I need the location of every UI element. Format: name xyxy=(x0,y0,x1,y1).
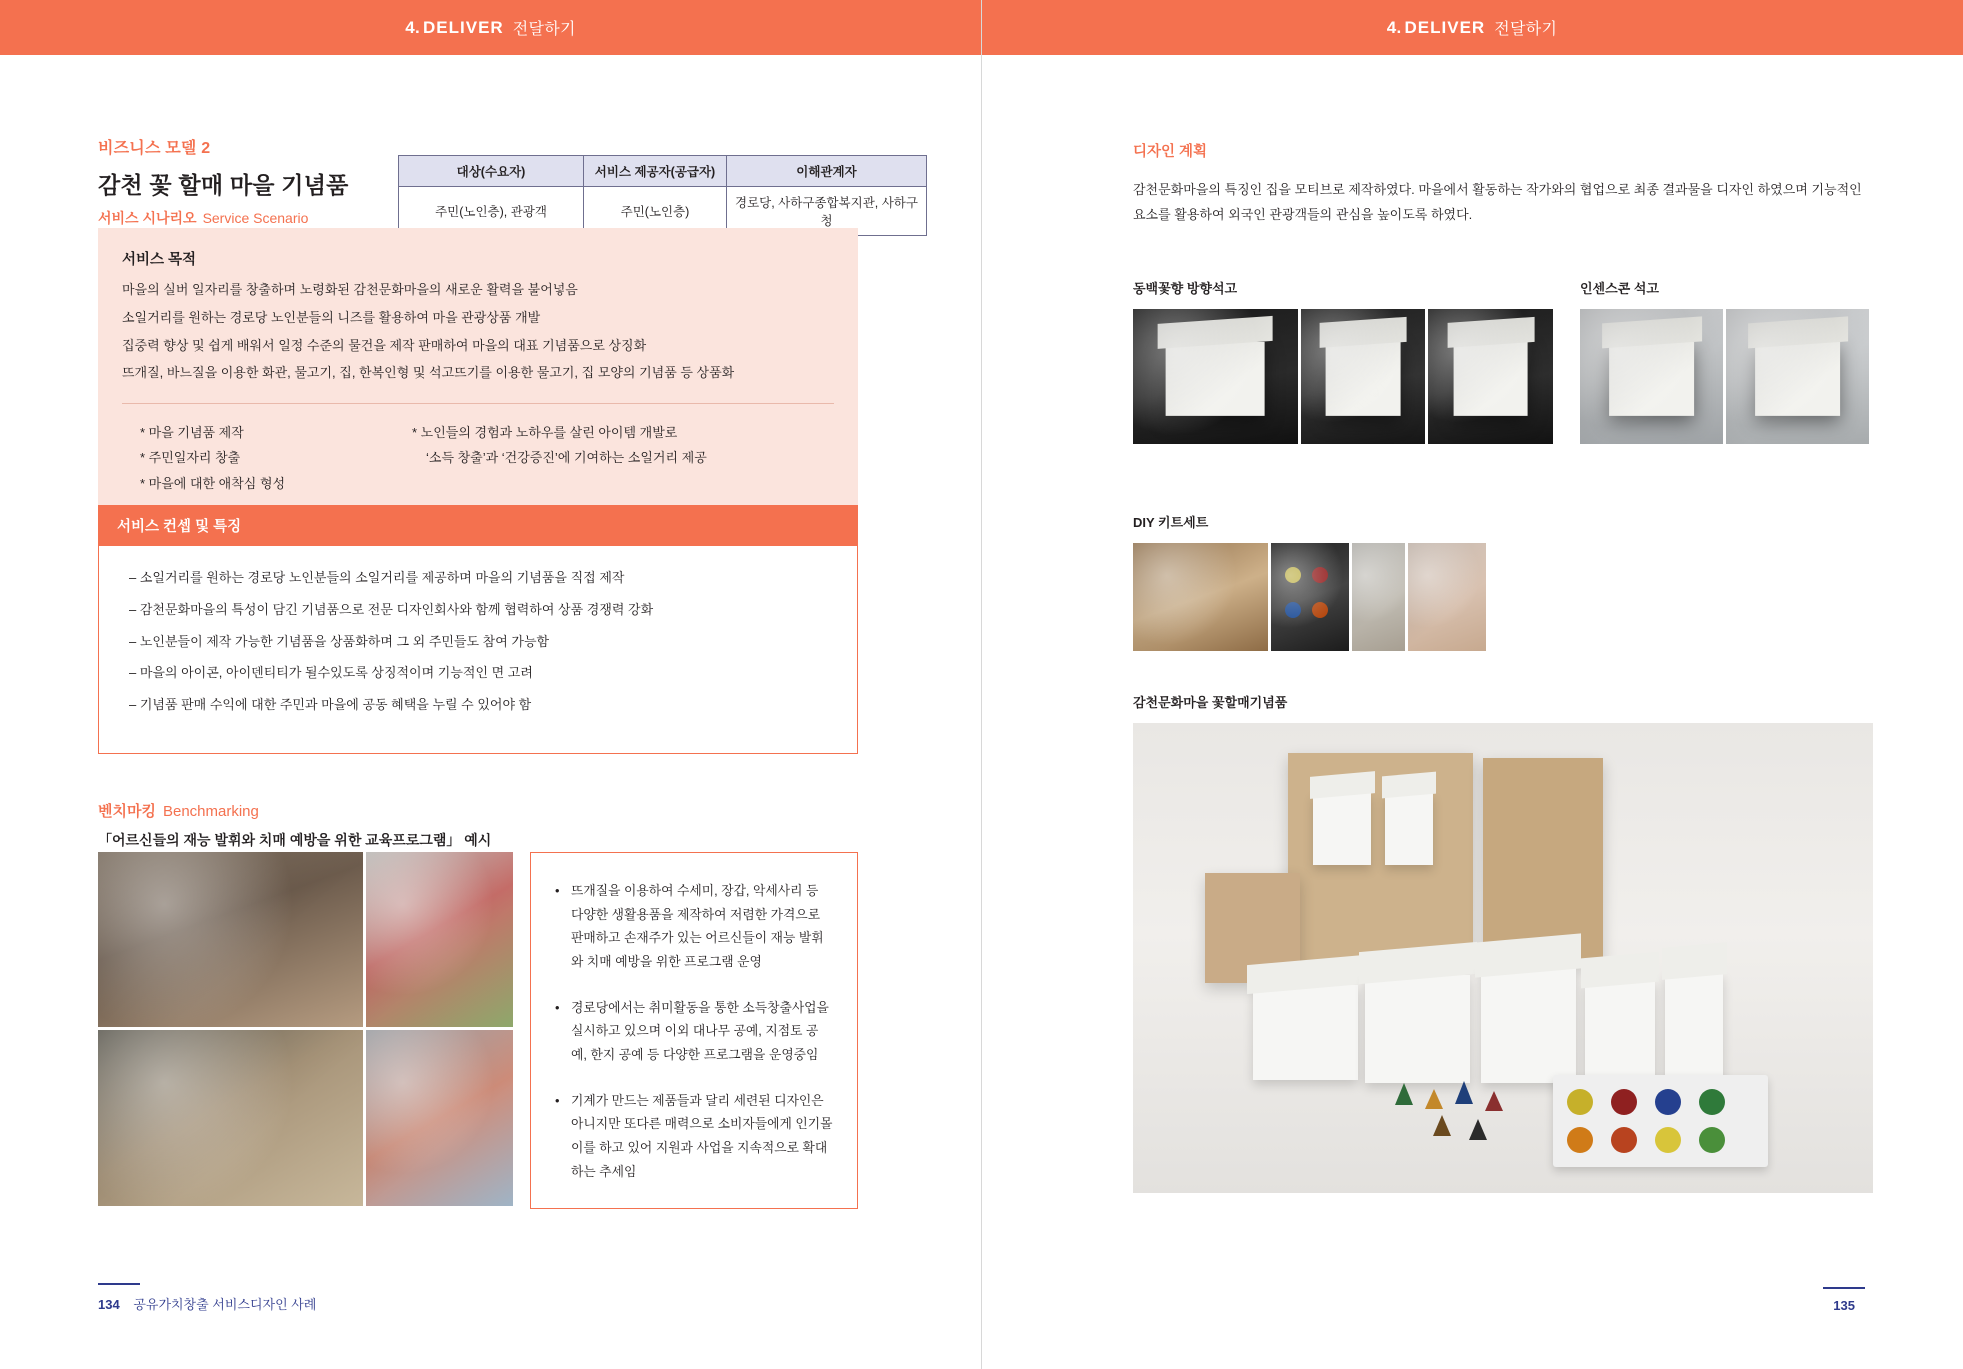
incense-cone xyxy=(1395,1083,1413,1105)
diffuser-group xyxy=(1133,278,1553,444)
folio-text: 공유가치창출 서비스디자인 사례 xyxy=(133,1297,317,1312)
benchmarking-subtitle: 「어르신들의 재능 발휘와 치매 예방을 위한 교육프로그램」 예시 xyxy=(98,832,492,848)
plaster-house-display xyxy=(1481,968,1576,1083)
design-plan-heading: 디자인 계획 xyxy=(1133,144,1208,160)
concept-item: – 마을의 아이콘, 아이덴티티가 될수있도록 상징적이며 기능적인 면 고려 xyxy=(129,665,533,681)
plaster-house-display xyxy=(1665,973,1723,1081)
service-concept-heading: 서비스 컨셉 및 특징 xyxy=(98,505,858,546)
header-phase-en: DELIVER xyxy=(423,17,504,37)
folio-left xyxy=(98,1283,316,1313)
list-item: • 뜨개질을 이용하여 수세미, 장갑, 악세사리 등 다양한 생활용품을 제작하여 저렴한 가격으로 판매하고 손재주가 있는 어르신들이 재능 발휘와 치매 예방을 위한 프로그램 운영 xyxy=(553,879,833,974)
purpose-highlight-column-right xyxy=(412,420,834,496)
diffuser-caption: 동백꽃향 방향석고 xyxy=(1133,281,1238,296)
design-plan-block xyxy=(1133,140,1873,228)
table-header-cell: 이해관계자 xyxy=(727,156,927,187)
plaster-house-shape xyxy=(1755,342,1841,416)
plaster-house-shape xyxy=(1326,342,1401,416)
plaster-house-in-box xyxy=(1313,793,1371,865)
running-header-left xyxy=(0,0,981,55)
highlight-item: * 마을 기념품 제작 xyxy=(140,425,244,440)
service-purpose-panel xyxy=(98,228,858,522)
design-plan-paragraph: 감천문화마을의 특징인 집을 모티브로 제작하였다. 마을에서 활동하는 작가와의 협업으로 최종 결과물을 디자인 하였으며 기능적인 요소를 활용하여 외국인 관광객들의 관심을 높이도록 하였다. xyxy=(1133,182,1862,223)
diy-kit-section xyxy=(1133,512,1513,651)
plaster-house-display xyxy=(1365,975,1470,1083)
table-header-cell: 서비스 제공자(공급자) xyxy=(584,156,727,187)
palette-dot xyxy=(1699,1089,1725,1115)
folio-rule xyxy=(98,1283,140,1285)
purpose-line: 소일거리를 원하는 경로당 노인분들의 니즈를 활용하여 마을 관광상품 개발 xyxy=(122,309,541,325)
service-concept-body xyxy=(98,546,858,754)
highlight-item: * 주민일자리 창출 xyxy=(140,450,241,466)
diy-kit-photo-4 xyxy=(1408,543,1486,651)
list-item: • 경로당에서는 취미활동을 통한 소득창출사업을 실시하고 있으며 이외 대나무 공예, 지점토 공예, 한지 공예 등 다양한 프로그램을 운영중임 xyxy=(553,996,833,1067)
purpose-highlights xyxy=(122,420,834,496)
service-scenario-ko: 서비스 시나리오 xyxy=(98,210,197,226)
diffuser-photo-3 xyxy=(1428,309,1553,444)
souvenir-caption: 감천문화마을 꽃할매기념품 xyxy=(1133,695,1288,710)
concept-item: – 감천문화마을의 특성이 담긴 기념품으로 전문 디자인회사와 함께 협력하여 상품 경쟁력 강화 xyxy=(129,601,654,617)
palette-dot xyxy=(1655,1089,1681,1115)
paint-dot xyxy=(1312,567,1328,583)
header-phase-en: DELIVER xyxy=(1404,17,1486,37)
diy-kit-photo-2 xyxy=(1271,543,1349,651)
purpose-highlight-column-left xyxy=(122,420,412,496)
folio-rule xyxy=(1823,1287,1865,1289)
plaster-house-display xyxy=(1585,981,1655,1081)
plaster-house-shape xyxy=(1453,342,1528,416)
plaster-house-display xyxy=(1253,985,1358,1080)
plaster-house-shape xyxy=(1166,342,1265,416)
paint-dot xyxy=(1285,602,1301,618)
diffuser-photo-row xyxy=(1133,309,1553,444)
souvenir-hero-photo xyxy=(1133,723,1873,1193)
incense-photo-2 xyxy=(1726,309,1869,444)
purpose-line: 집중력 향상 및 쉽게 배워서 일정 수준의 물건을 제작 판매하여 마을의 대표 기념품으로 상징화 xyxy=(122,337,647,353)
incense-photo-1 xyxy=(1580,309,1723,444)
service-purpose-heading: 서비스 목적 xyxy=(122,252,197,268)
highlight-item: * 마을에 대한 애착심 형성 xyxy=(140,475,286,491)
palette-dot xyxy=(1699,1127,1725,1153)
highlight-item: ‘소득 창출’과 ‘건강증진’에 기여하는 소일거리 제공 xyxy=(426,450,707,466)
incense-cone xyxy=(1469,1119,1487,1140)
purpose-line: 마을의 실버 일자리를 창출하며 노령화된 감천문화마을의 새로운 활력을 불어넣음 xyxy=(122,282,578,297)
paint-dot xyxy=(1312,602,1328,618)
diy-kit-photo-1 xyxy=(1133,543,1268,651)
list-item: • 기계가 만드는 제품들과 달리 세련된 디자인은 아니지만 또다른 매력으로 소비자들에게 인기몰이를 하고 있어 지원과 사업을 지속적으로 확대하는 추세임 xyxy=(553,1089,833,1184)
benchmarking-heading-en: Benchmarking xyxy=(162,803,259,820)
plaster-house-shape xyxy=(1609,342,1695,416)
service-scenario-en: Service Scenario xyxy=(202,210,309,226)
benchmarking-photo-4 xyxy=(366,1030,513,1206)
plaster-house-in-box xyxy=(1385,793,1433,865)
running-header-right xyxy=(981,0,1963,55)
palette-dot xyxy=(1611,1127,1637,1153)
palette-dot xyxy=(1567,1127,1593,1153)
purpose-line: 뜨개질, 바느질을 이용한 화관, 물고기, 집, 한복인형 및 석고뜨기를 이용한 물고기, 집 모양의 기념품 등 상품화 xyxy=(122,365,735,381)
benchmarking-heading-ko: 벤치마킹 xyxy=(98,803,156,820)
incense-cone xyxy=(1433,1115,1451,1136)
page-title: 감천 꽃 할매 마을 기념품 xyxy=(98,172,349,198)
divider xyxy=(122,403,834,404)
stakeholder-table xyxy=(398,155,927,236)
benchmarking-notes-panel xyxy=(530,852,858,1209)
table-cell: 경로당, 사하구종합복지관, 사하구청 xyxy=(727,187,927,236)
table-cell: 주민(노인층), 관광객 xyxy=(399,187,584,236)
folio-right xyxy=(1823,1287,1865,1313)
diffuser-photo-2 xyxy=(1301,309,1426,444)
incense-caption: 인센스콘 석고 xyxy=(1580,281,1659,296)
benchmarking-section xyxy=(98,800,858,1179)
palette-dot xyxy=(1611,1089,1637,1115)
table-cell: 주민(노인층) xyxy=(584,187,727,236)
header-phase-ko: 전달하기 xyxy=(1494,21,1558,38)
business-model-kicker: 비즈니스 모델 2 xyxy=(98,140,211,157)
paint-dot xyxy=(1285,567,1301,583)
page-number: 135 xyxy=(1833,1298,1855,1313)
incense-cone xyxy=(1485,1091,1503,1111)
page-gutter xyxy=(981,0,982,1369)
benchmarking-photo-3 xyxy=(98,1030,363,1206)
page-number: 134 xyxy=(98,1297,120,1312)
plaster-products-section xyxy=(1133,278,1873,478)
page-left xyxy=(0,0,981,1369)
benchmarking-notes-list xyxy=(553,879,833,1183)
concept-item: – 소일거리를 원하는 경로당 노인분들의 소일거리를 제공하며 마을의 기념품을 직접 제작 xyxy=(129,570,625,585)
header-number: 4. xyxy=(405,17,421,37)
incense-photo-row xyxy=(1580,309,1870,444)
service-concept-panel xyxy=(98,505,858,754)
highlight-item: * 노인들의 경험과 노하우를 살린 아이템 개발로 xyxy=(412,425,678,440)
souvenir-hero-section xyxy=(1133,692,1873,1193)
table-header-cell: 대상(수요자) xyxy=(399,156,584,187)
concept-item: – 노인분들이 제작 가능한 기념품을 상품화하며 그 외 주민들도 참여 가능함 xyxy=(129,633,550,649)
diy-kit-caption: DIY 키트세트 xyxy=(1133,515,1209,530)
incense-cone xyxy=(1455,1081,1473,1104)
header-phase-ko: 전달하기 xyxy=(512,21,576,38)
diy-kit-photo-row xyxy=(1133,543,1513,651)
incense-cone xyxy=(1425,1089,1443,1109)
incense-group xyxy=(1580,278,1870,444)
table-header-row xyxy=(399,156,927,187)
palette-dot xyxy=(1567,1089,1593,1115)
benchmarking-heading xyxy=(98,800,858,821)
diffuser-photo-1 xyxy=(1133,309,1298,444)
concept-item: – 기념품 판매 수익에 대한 주민과 마을에 공동 혜택을 누릴 수 있어야 함 xyxy=(129,697,532,713)
benchmarking-photo-grid xyxy=(98,852,513,1206)
paint-palette-tray xyxy=(1553,1075,1768,1167)
benchmarking-photo-1 xyxy=(98,852,363,1027)
header-number: 4. xyxy=(1386,17,1402,37)
package-box-side xyxy=(1483,758,1603,963)
diy-kit-photo-3 xyxy=(1352,543,1405,651)
palette-dot xyxy=(1655,1127,1681,1153)
benchmarking-photo-2 xyxy=(366,852,513,1027)
